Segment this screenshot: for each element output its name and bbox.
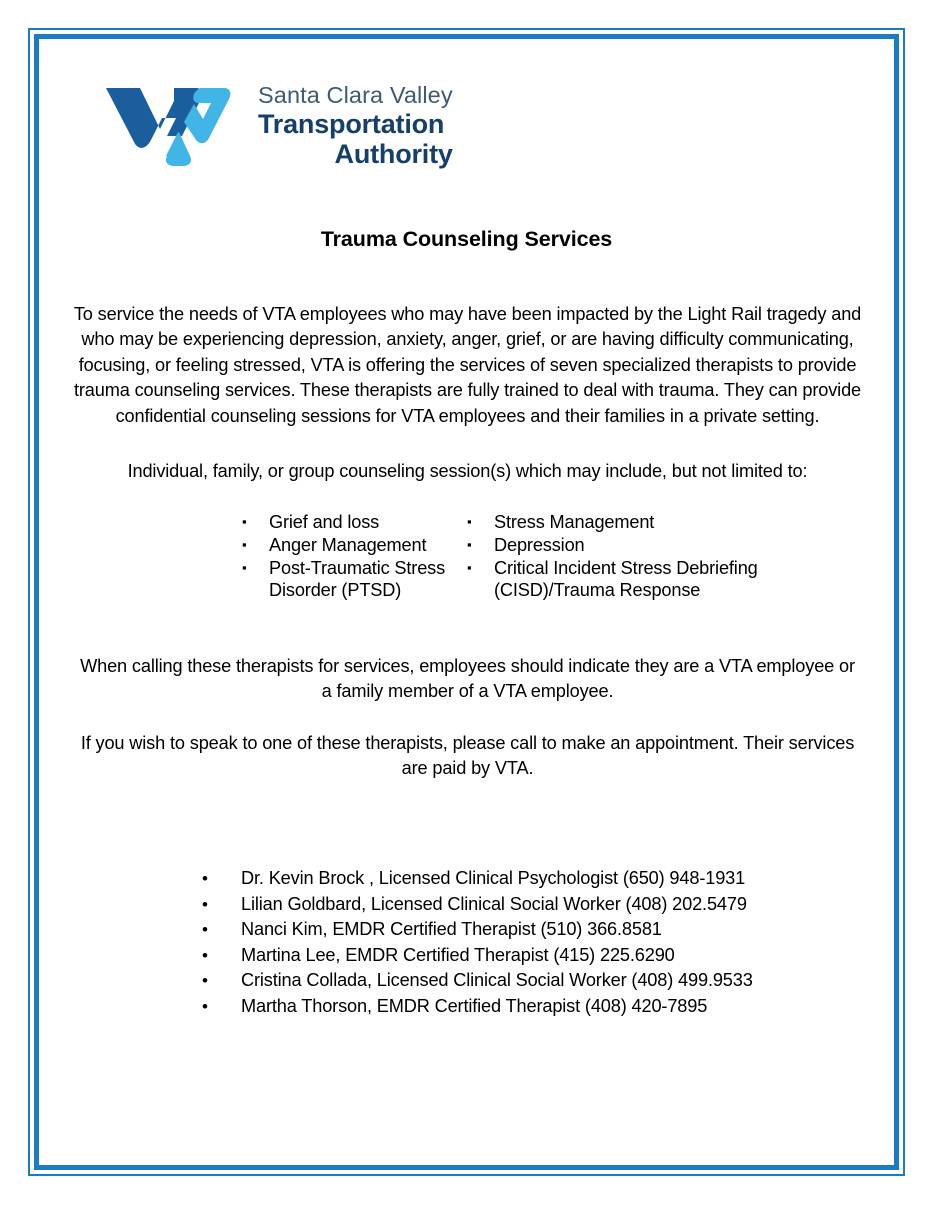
document-content	[52, 52, 881, 1154]
list-item	[467, 511, 797, 534]
list-item	[467, 557, 797, 603]
vta-logo-wordmark	[258, 84, 453, 168]
list-item	[467, 534, 797, 557]
list-item-label: Post-Traumatic Stress Disorder (PTSD)	[269, 557, 446, 601]
list-item-label: Depression	[494, 534, 585, 555]
intro-paragraph: To service the needs of VTA employees who may have been impacted by the Light Rail tragedy and who may be experiencing depression, anxiety, anger, grief, or are having difficulty communicating, focusing, or feeling stressed, VTA is offering the services of seven specialized therapists to provide trauma counseling services. These therapists are fully trained to deal with trauma. They can provide confidential counseling sessions for VTA employees and their families in a private setting.	[73, 304, 862, 426]
vta-logo-mark-icon	[104, 82, 254, 170]
list-item	[202, 866, 841, 892]
logo-line-santa-clara-valley: Santa Clara Valley	[258, 82, 453, 109]
list-item	[242, 557, 467, 603]
therapist-entry: Martina Lee, EMDR Certified Therapist (415) 225.6290	[241, 944, 675, 965]
square-bullet-icon: ▪	[242, 559, 247, 575]
list-item	[242, 511, 467, 534]
logo-line-transportation: Transportation	[258, 108, 445, 139]
therapist-entry: Dr. Kevin Brock , Licensed Clinical Psychologist (650) 948-1931	[241, 868, 746, 888]
vta-logo	[104, 82, 453, 170]
square-bullet-icon: ▪	[242, 536, 247, 552]
services-bullet-columns	[242, 511, 862, 602]
square-bullet-icon: ▪	[467, 514, 472, 529]
list-item-label: Grief and loss	[269, 512, 380, 532]
services-column-right	[467, 511, 797, 602]
services-column-left	[242, 511, 467, 602]
therapist-contact-list	[202, 866, 841, 1020]
square-bullet-icon: ▪	[467, 536, 472, 552]
calling-note-paragraph: When calling these therapists for services, employees should indicate they are a VTA employee or a family member of a VTA employee.	[80, 656, 855, 702]
round-bullet-icon: •	[202, 920, 208, 940]
therapist-entry: Lilian Goldbard, Licensed Clinical Social Worker (408) 202.5479	[241, 893, 747, 914]
list-item-label: Critical Incident Stress Debriefing (CISD)/Trauma Response	[494, 557, 758, 601]
round-bullet-icon: •	[202, 945, 208, 965]
square-bullet-icon: ▪	[242, 514, 247, 529]
round-bullet-icon: •	[202, 869, 208, 888]
page-title: Trauma Counseling Services	[320, 227, 613, 251]
list-item	[202, 943, 841, 969]
round-bullet-icon: •	[202, 971, 208, 991]
square-bullet-icon: ▪	[467, 559, 472, 575]
list-item-label: Stress Management	[494, 512, 655, 532]
list-item	[202, 994, 841, 1020]
list-item	[202, 892, 841, 918]
logo-line-authority: Authority	[334, 138, 453, 169]
therapist-entry: Cristina Collada, Licensed Clinical Social Worker (408) 499.9533	[241, 970, 753, 991]
list-item	[202, 917, 841, 943]
therapist-entry: Martha Thorson, EMDR Certified Therapist (408) 420-7895	[241, 995, 708, 1016]
list-item	[242, 534, 467, 557]
list-item-label: Anger Management	[269, 534, 427, 555]
appointment-note-paragraph: If you wish to speak to one of these therapists, please call to make an appointment. Their services are paid by VTA.	[80, 733, 855, 779]
session-intro-paragraph: Individual, family, or group counseling session(s) which may include, but not limited to:	[127, 461, 808, 481]
list-item	[202, 968, 841, 994]
round-bullet-icon: •	[202, 894, 208, 914]
round-bullet-icon: •	[202, 996, 208, 1016]
therapist-entry: Nanci Kim, EMDR Certified Therapist (510) 366.8581	[241, 919, 662, 940]
